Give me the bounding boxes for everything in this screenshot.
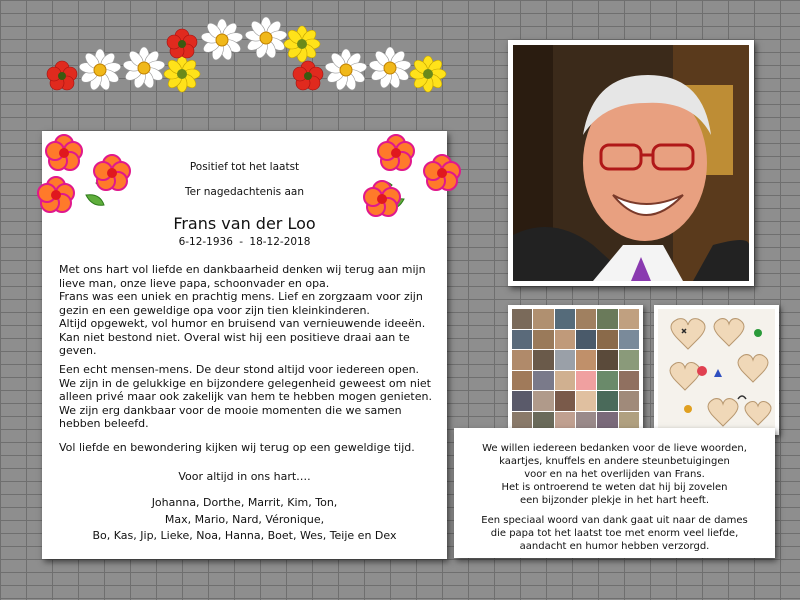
heart-drawings bbox=[654, 305, 779, 435]
thanks-line: kaartjes, knuffels en andere steunbetuigingen bbox=[499, 456, 730, 467]
text-line: Vol liefde en bewondering kijken wij terug op een geweldige tijd. bbox=[59, 441, 415, 454]
death-date: 18-12-2018 bbox=[249, 236, 311, 248]
text-line: Altijd opgewekt, vol humor en bruisend van vernieuwende ideeën. bbox=[59, 317, 426, 330]
primrose-cluster-right-icon bbox=[352, 133, 462, 223]
text-line: hebben beleefd. bbox=[59, 417, 149, 430]
text-line: Met ons hart vol liefde en dankbaarheid denken wij terug aan mijn bbox=[59, 263, 426, 276]
text-line: geven. bbox=[59, 344, 97, 357]
deceased-name: Frans van der Loo bbox=[173, 214, 316, 233]
photo-collage bbox=[508, 305, 643, 435]
primrose-cluster-left-icon bbox=[26, 133, 136, 223]
text-line: We zijn erg dankbaar voor de mooie momenten die we samen bbox=[59, 403, 402, 417]
signatures bbox=[42, 495, 447, 545]
memorial-card bbox=[42, 131, 447, 559]
paragraph-3 bbox=[59, 441, 444, 455]
portrait-image bbox=[513, 45, 749, 281]
heading: Positief tot het laatst bbox=[189, 161, 300, 173]
text-line: We zijn in de gelukkige en bijzondere gelegenheid geweest om niet bbox=[59, 376, 431, 390]
memorial-label: Ter nagedachtenis aan bbox=[185, 186, 304, 198]
thanks-line: Het is ontroerend te weten dat hij bij zovelen bbox=[501, 482, 728, 493]
birth-date: 6-12-1936 bbox=[178, 236, 233, 248]
thanks-line: een bijzonder plekje in het hart heeft. bbox=[519, 495, 710, 506]
flower-garland-icon bbox=[40, 14, 460, 104]
thanks-line: Een speciaal woord van dank gaat uit naar de dames bbox=[481, 515, 748, 526]
text-line: alleen privé maar ook zakelijk van hem te hebben mogen genieten. bbox=[59, 390, 432, 403]
signature-line: Max, Mario, Nard, Véronique, bbox=[164, 512, 325, 526]
text-line: Kan niet bestond niet. Overal wist hij een positieve draai aan te bbox=[59, 330, 410, 344]
thanks-line: We willen iedereen bedanken voor de lieve woorden, bbox=[482, 443, 747, 454]
date-separator: - bbox=[239, 236, 244, 248]
flower-garland bbox=[40, 14, 460, 104]
thank-you-card bbox=[454, 428, 775, 558]
text-line: gezin en een geweldige opa voor zijn tien kleinkinderen. bbox=[59, 303, 370, 317]
closing-line: Voor altijd in ons hart…. bbox=[178, 470, 311, 483]
life-dates bbox=[42, 236, 447, 248]
text-line: lieve man, onze lieve papa, schoonvader en opa. bbox=[59, 276, 330, 290]
paragraph-1 bbox=[59, 263, 444, 358]
text-line: Frans was een uniek en prachtig mens. Lief en zorgzaam voor zijn bbox=[59, 290, 423, 303]
portrait-photo bbox=[508, 40, 754, 286]
text-line: Een echt mensen-mens. De deur stond altijd voor iedereen open. bbox=[59, 363, 420, 376]
signature-line: Bo, Kas, Jip, Lieke, Noa, Hanna, Boet, Wes, Teije en Dex bbox=[92, 529, 397, 542]
signature-line: Johanna, Dorthe, Marrit, Kim, Ton, bbox=[151, 496, 338, 509]
paragraph-2 bbox=[59, 363, 444, 431]
thanks-line: aandacht en humor hebben verzorgd. bbox=[519, 541, 710, 552]
thanks-line: voor en na het overlijden van Frans. bbox=[524, 469, 705, 480]
thanks-line: die papa tot het laatst toe met enorm veel liefde, bbox=[490, 528, 739, 539]
hearts-image bbox=[658, 309, 775, 431]
